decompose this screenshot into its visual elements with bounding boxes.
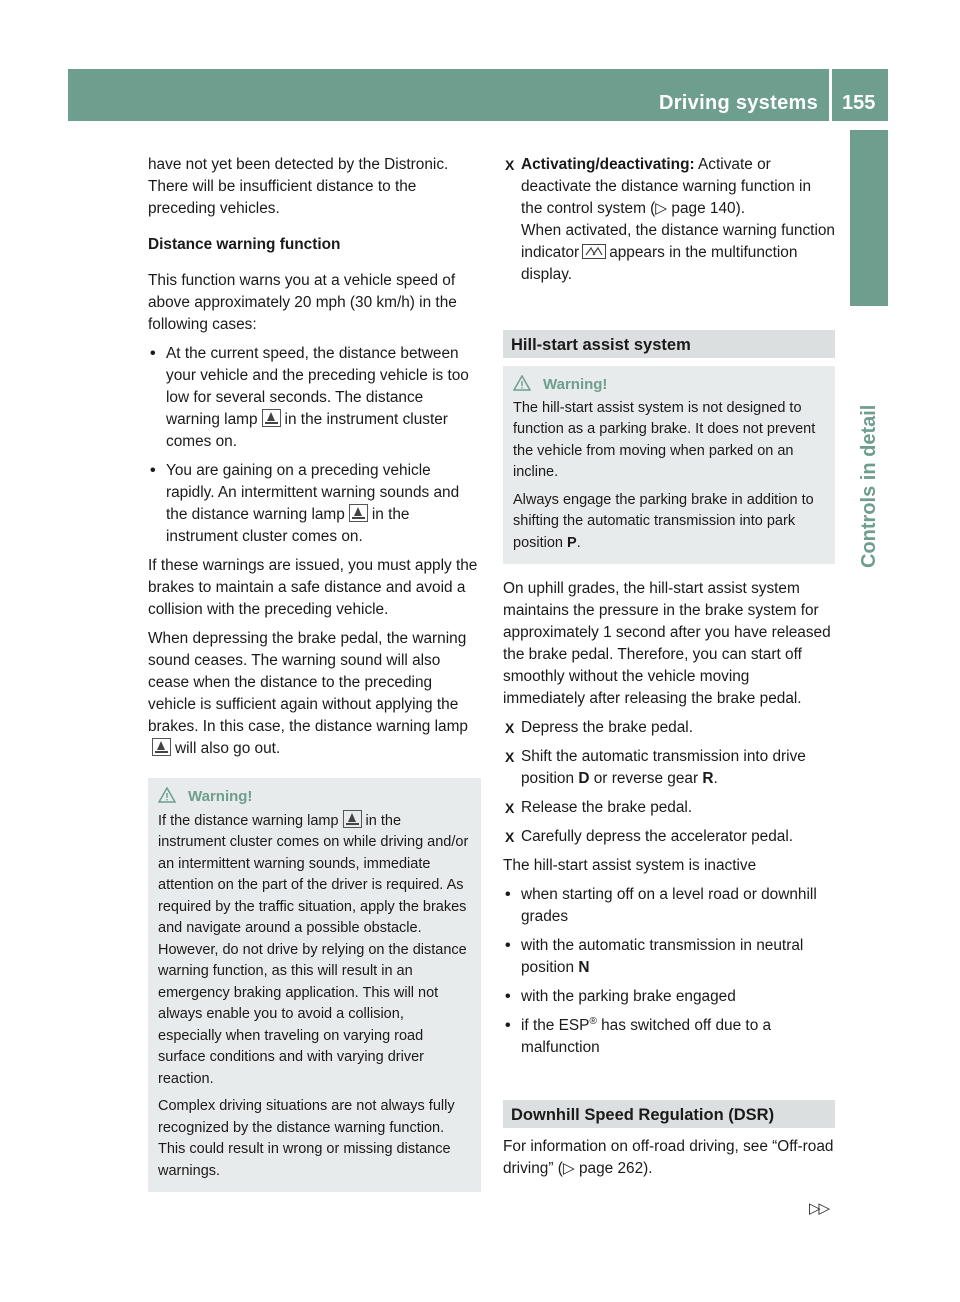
distance-warning-lamp-icon: [262, 409, 281, 427]
paragraph: On uphill grades, the hill-start assist system maintains the pressure in the brake system for approximately 1 second after you have released the brake pedal. Therefore, you can start off smoothly without the vehicle moving immediately after releasing the brake pedal.: [503, 580, 831, 707]
section-title: Driving systems: [658, 92, 818, 114]
distance-warning-lamp-icon: [343, 810, 362, 828]
bullet-mark: •: [505, 886, 511, 903]
distance-warning-lamp-icon: [152, 738, 171, 756]
list-item: • At the current speed, the distance between your vehicle and the preceding vehicle is too low for several seconds. The distance warning lamp in the instrument cluster comes on.: [150, 345, 469, 450]
paragraph: This function warns you at a vehicle speed of above approximately 20 mph (30 km/h) in the following cases:: [148, 272, 457, 333]
bullet-mark: •: [505, 1017, 511, 1034]
bullet-mark: •: [505, 937, 511, 954]
step-arrow-icon: X: [505, 800, 515, 816]
warning-text: If the distance warning lamp in the instrument cluster comes on while driving and/or an intermittent warning sounds, immediate attention on the part of the driver is required. As required by the traffic situation, apply the brakes and navigate around a possible obstacle. However, do not drive by relying on the distance warning function, as this will result in an emergency braking application. This will not always enable you to avoid a collision, especially when traveling on varying road surface conditions and with varying driver reaction.: [158, 810, 471, 1091]
paragraph: When depressing the brake pedal, the warning sound ceases. The warning sound will also cease when the distance to the preceding vehicle is sufficient again without applying the brakes. In this case, the distance warning lampwill also go out.: [148, 630, 468, 757]
warning-text: Complex driving situations are not always fully recognized by the distance warning function. This could result in wrong or missing distance warnings.: [158, 1098, 455, 1179]
hill-start-heading: Hill-start assist system: [503, 330, 835, 358]
continue-arrows-icon: ▷▷: [809, 1200, 829, 1217]
paragraph: The hill-start assist system is inactive: [503, 857, 757, 874]
left-column: [148, 154, 481, 1192]
bullet-mark: •: [150, 462, 156, 479]
instruction-step: X Carefully depress the accelerator pedal.: [503, 826, 835, 848]
paragraph: If these warnings are issued, you must apply the brakes to maintain a safe distance and avoid a collision with the preceding vehicle.: [148, 557, 478, 618]
paragraph: For information on off-road driving, see “Off-road driving” (▷ page 262).: [503, 1138, 834, 1177]
right-column: [503, 154, 835, 1180]
warning-text: The hill-start assist system is not designed to function as a parking brake. It does not prevent the vehicle from moving when parked on an incline.: [513, 399, 816, 480]
list-item: • when starting off on a level road or downhill grades: [505, 886, 817, 925]
warning-box: [503, 366, 835, 564]
instruction-step: X Depress the brake pedal.: [503, 717, 835, 739]
warning-triangle-icon: [158, 787, 176, 803]
step-arrow-icon: X: [505, 720, 515, 736]
step-arrow-icon: X: [505, 157, 515, 173]
warning-triangle-icon: [513, 375, 531, 391]
list-item: • You are gaining on a preceding vehicle rapidly. An intermittent warning sounds and the distance warning lamp in the instrument cluster comes on.: [150, 462, 460, 545]
distance-warning-lamp-icon: [349, 504, 368, 522]
list-item: • with the parking brake engaged: [503, 986, 835, 1008]
list-item: • if the ESP® has switched off due to a malfunction: [505, 1015, 772, 1056]
page-number: 155: [842, 92, 876, 114]
warning-box: [148, 778, 481, 1192]
warning-text: Always engage the parking brake in addition to shifting the automatic transmission into park position P.: [513, 491, 814, 551]
instruction-step: X Activating/deactivating: Activate or deactivate the distance warning function in the control system (▷ page 140). When activated, the distance warning function indicator appears in the multifunction display.: [505, 156, 835, 283]
distance-warning-heading: Distance warning function: [148, 236, 341, 253]
bullet-mark: •: [505, 988, 511, 1005]
warning-title: Warning!: [513, 374, 825, 396]
distance-warning-indicator-icon: [582, 244, 606, 259]
chapter-label: Controls in detail: [858, 404, 880, 568]
step-arrow-icon: X: [505, 829, 515, 845]
instruction-step: X Release the brake pedal.: [503, 797, 835, 819]
intro-paragraph: have not yet been detected by the Distronic. There will be insufficient distance to the preceding vehicles.: [148, 156, 449, 217]
header-divider: [829, 69, 832, 121]
step-arrow-icon: X: [505, 749, 515, 765]
dsr-heading: Downhill Speed Regulation (DSR): [503, 1100, 835, 1128]
warning-title: Warning!: [158, 786, 471, 808]
instruction-step: X Shift the automatic transmission into drive position D or reverse gear R.: [505, 748, 806, 787]
bullet-mark: •: [150, 345, 156, 362]
list-item: • with the automatic transmission in neutral position N: [505, 937, 804, 976]
chapter-tab: [850, 130, 888, 306]
